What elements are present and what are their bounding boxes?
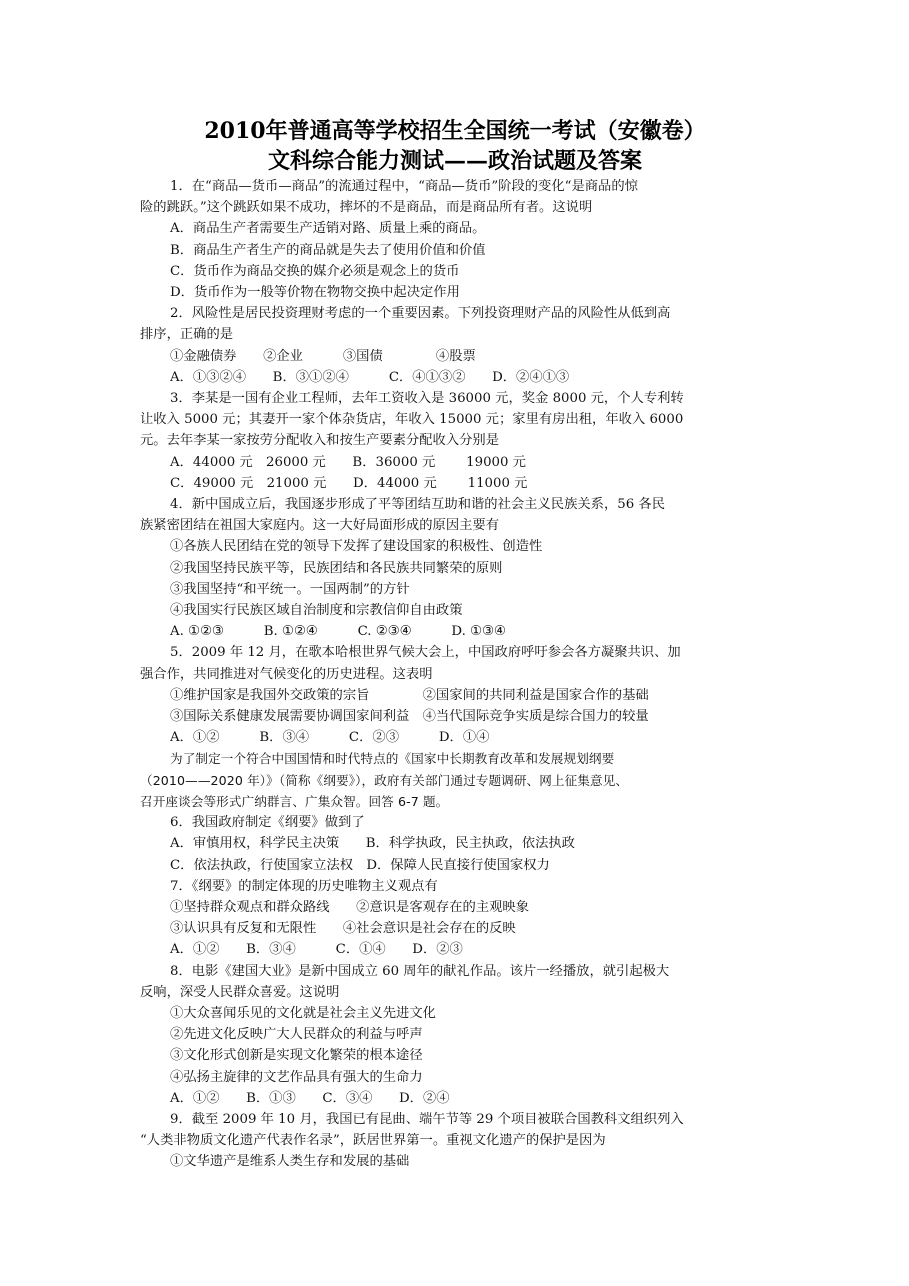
text-line: ④弘扬主旋律的文艺作品具有强大的生命力 — [170, 1069, 423, 1085]
title-line-1: 2010年普通高等学校招生全国统一考试（安徽卷） — [204, 118, 706, 144]
text-line: 7．《纲要》的制定体现的历史唯物主义观点有 — [170, 878, 438, 894]
text-line: 4．新中国成立后，我国逐步形成了平等团结互助和谐的社会主义民族关系，56 各民 — [170, 497, 665, 513]
text-line: ①文华遗产是维系人类生存和发展的基础 — [170, 1154, 410, 1170]
text-line: 8．电影《建国大业》是新中国成立 60 周年的献礼作品。该片一经播放，就引起极大 — [170, 963, 670, 979]
text-line: 元。去年李某一家按劳分配收入和按生产要素分配收入分别是 — [140, 433, 500, 449]
text-line: A．审慎用权，科学民主决策 B．科学执政，民主执政，依法执政 — [170, 836, 575, 852]
text-line: 召开座谈会等形式广纳群言、广集众智。回答 6-7 题。 — [140, 793, 449, 809]
text-line: （2010——2020 年）》（简称《纲要》），政府有关部门通过专题调研、网上征集意见、 — [140, 772, 629, 788]
text-line: ①金融债券 ②企业 ③国债 ④股票 — [170, 348, 476, 364]
text-line: 5．2009 年 12 月，在歌本哈根世界气候大会上，中国政府呼吁参会各方凝聚共识、加 — [170, 645, 681, 661]
text-line: 险的跳跃。”这个跳跃如果不成功，摔坏的不是商品，而是商品所有者。这说明 — [140, 200, 593, 216]
text-line: 1．在“商品—货币—商品”的流通过程中，“商品—货币”阶段的变化“是商品的惊 — [170, 179, 638, 194]
text-line: B．商品生产者生产的商品就是失去了使用价值和价值 — [170, 242, 486, 258]
text-line: A．①② B．③④ C．②③ D．①④ — [170, 730, 490, 746]
text-line: A. ①②③ B. ①②④ C. ②③④ D. ①③④ — [170, 624, 506, 640]
text-line: ②先进文化反映广大人民群众的利益与呼声 — [170, 1027, 423, 1043]
text-line: 排序，正确的是 — [140, 327, 234, 343]
text-line: 反响，深受人民群众喜爱。这说明 — [140, 984, 340, 1000]
text-line: C．依法执政，行使国家立法权 D．保障人民直接行使国家权力 — [170, 857, 550, 873]
text-line: “人类非物质文化遗产代表作名录”，跃居世界第一。重视文化遗产的保护是因为 — [140, 1133, 606, 1149]
text-line: 2．风险性是居民投资理财考虑的一个重要因素。下列投资理财产品的风险性从低到高 — [170, 306, 671, 322]
document-body — [140, 176, 780, 1173]
text-line: ①大众喜闻乐见的文化就是社会主义先进文化 — [170, 1005, 436, 1021]
text-line: C．货币作为商品交换的媒介必须是观念上的货币 — [170, 263, 460, 279]
text-line: C．49000 元 21000 元 D．44000 元 11000 元 — [170, 475, 528, 491]
text-line: 强合作，共同推进对气候变化的历史进程。这表明 — [140, 666, 433, 682]
text-line: A．①② B．③④ C．①④ D．②③ — [170, 942, 463, 958]
text-line: 3．李某是一国有企业工程师，去年工资收入是 36000 元，奖金 8000 元，个人专利转 — [170, 391, 684, 407]
text-line: 让收入 5000 元；其妻开一家个体杂货店，年收入 15000 元；家里有房出租，年收入 6000 — [140, 412, 684, 428]
text-line: ①各族人民团结在党的领导下发挥了建设国家的积极性、创造性 — [170, 539, 543, 555]
text-line: 族紧密团结在祖国大家庭内。这一大好局面形成的原因主要有 — [140, 518, 500, 534]
text-line: ①维护国家是我国外交政策的宗旨 ②国家间的共同利益是国家合作的基础 — [170, 687, 649, 703]
text-line: ③国际关系健康发展需要协调国家间利益 ④当代国际竞争实质是综合国力的较量 — [170, 709, 649, 725]
text-line: A．44000 元 26000 元 B．36000 元 19000 元 — [170, 454, 526, 470]
text-line: ①坚持群众观点和群众路线 ②意识是客观存在的主观映象 — [170, 899, 530, 915]
text-line: A．商品生产者需要生产适销对路、质量上乘的商品。 — [170, 221, 486, 237]
document-title — [120, 116, 790, 176]
title-line-2: 文科综合能力测试——政治试题及答案 — [267, 148, 642, 174]
text-line: ③我国坚持“和平统一。一国两制”的方针 — [170, 581, 410, 597]
text-line: D．货币作为一般等价物在物物交换中起决定作用 — [170, 285, 460, 301]
text-line: A．①② B．①③ C．③④ D．②④ — [170, 1090, 450, 1106]
text-line: ②我国坚持民族平等，民族团结和各民族共同繁荣的原则 — [170, 560, 503, 576]
text-line: 6．我国政府制定《纲要》做到了 — [170, 815, 365, 831]
text-line: A．①③②④ B．③①②④ C．④①③② D．②④①③ — [170, 369, 570, 385]
text-line: 为了制定一个符合中国国情和时代特点的《国家中长期教育改革和发展规划纲要 — [170, 751, 615, 767]
text-line: ④我国实行民族区域自治制度和宗教信仰自由政策 — [170, 603, 463, 619]
text-line: 9．截至 2009 年 10 月，我国已有昆曲、端午节等 29 个项目被联合国教科文组织列入 — [170, 1111, 684, 1127]
text-line: ③文化形式创新是实现文化繁荣的根本途径 — [170, 1048, 423, 1064]
text-line: ③认识具有反复和无限性 ④社会意识是社会存在的反映 — [170, 921, 516, 937]
